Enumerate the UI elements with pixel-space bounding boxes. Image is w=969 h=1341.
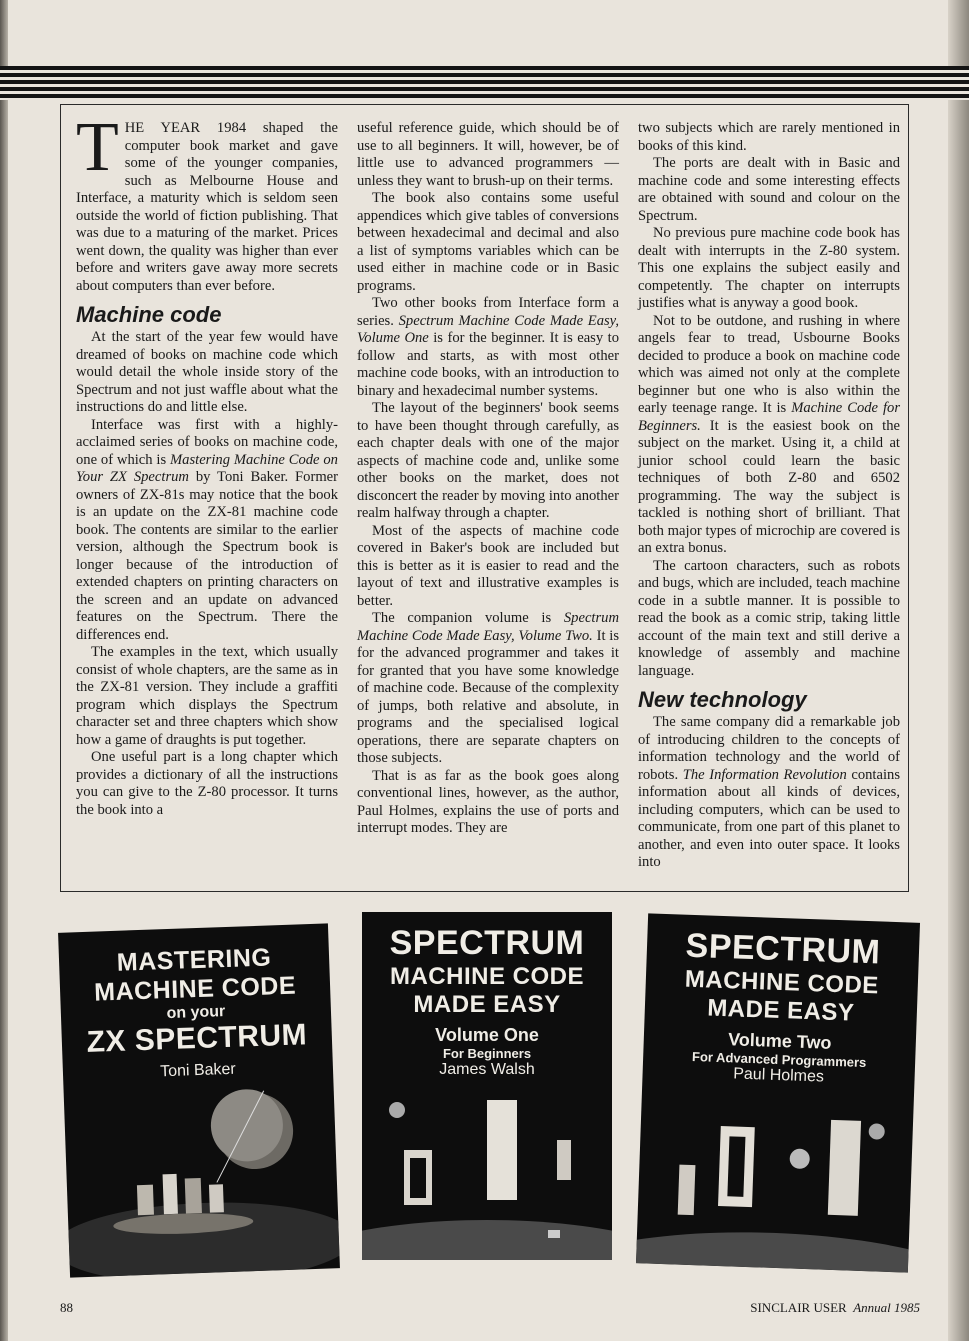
- paragraph: Most of the aspects of machine code covered in Baker's book are included but this is better as it is easier to read and the layout of text and illustrative examples is better.: [357, 522, 619, 609]
- header-rule-stripes: [0, 66, 969, 100]
- cover-volume: Volume One: [435, 1025, 539, 1045]
- paragraph: At the start of the year few would have dreamed of books on machine code which would detail the whole inside story of the Spectrum and not just waffle about what the instructions do and little else.: [76, 329, 338, 415]
- page-number: 88: [60, 1300, 73, 1315]
- magazine-footer: [660, 1300, 920, 1316]
- cover-artwork-planet-sea: [63, 1068, 340, 1277]
- cover-title-line: MADE EASY: [413, 991, 561, 1018]
- cover-artwork-digits: [636, 1093, 914, 1272]
- article-column-3: [638, 120, 900, 872]
- cover-author: Paul Holmes: [732, 1065, 825, 1086]
- book-cover-volume-two: [636, 913, 920, 1272]
- paragraph: two subjects which are rarely mentioned in books of this kind.: [638, 120, 900, 154]
- book-title: Spectrum Machine Code Made Easy, Volume Two.: [357, 610, 619, 644]
- paragraph: Not to be outdone, and rushing in where angels fear to tread, Usbourne Books decided to produce a book on machine code which was aimed not only at the complete beginner but one who is also within the early teenage range. It is Machine Code for Beginners. It is the easiest book on the subject on the market. Using it, a child at junior school could learn the basic techniques of both Z-80 and 6502 programming. The way the subject is tackled is nothing short of brilliant. That both major types of microchip are covered is an extra bonus.: [638, 312, 900, 556]
- intro-paragraph: [76, 109, 338, 295]
- cover-title-line: MADE EASY: [706, 994, 855, 1027]
- paragraph: One useful part is a long chapter which provides a dictionary of all the instructions you can give to the Z-80 processor. It turns the book into a: [76, 749, 338, 818]
- intro-text: HE YEAR 1984 shaped the computer book market and gave some of the younger companies, such as Melbourne House and Interface, a maturity which is seldom seen outside the world of fiction publishing. That was due to a maturing of the market. Prices went down, the quality was higher than ever before and writers gave away more secrets about computers than ever before.: [76, 120, 338, 294]
- book-title: Spectrum Machine Code Made Easy, Volume One: [357, 312, 620, 346]
- paragraph: Interface was first with a highly-acclaimed series of books on machine code, one of which is Mastering Machine Code on Your ZX Spectrum by Toni Baker. Former owners of ZX-81s may notice that the book is an update on the ZX-81 machine code book. The contents are similar to the earlier version, although the Spectrum book is longer because of the introduction of extended chapters on printing characters on the screen and an update on advanced features on the Spectrum. There the differences end.: [76, 416, 339, 643]
- cover-artwork-digits: [362, 1090, 612, 1260]
- cover-title-line: SPECTRUM: [389, 924, 585, 962]
- issue-name: Annual 1985: [853, 1300, 920, 1315]
- article-column-2: [357, 120, 619, 838]
- book-cover-volume-one: [362, 912, 612, 1260]
- paragraph: The examples in the text, which usually consist of whole chapters, are the same as in the ZX-81 version. They include a graffiti program which displays the Spectrum character set and three chapters which show how a game of draughts is put together.: [76, 644, 338, 748]
- book-title: Mastering Machine Code on Your ZX Spectrum: [76, 451, 338, 485]
- cover-volume: Volume Two: [727, 1029, 832, 1053]
- cover-audience: For Beginners: [442, 1046, 532, 1061]
- paragraph: The book also contains some useful appendices which give tables of conversions between hexadecimal and decimal and also a list of symptoms variables which can be used either in machine code or in Basic programs.: [357, 190, 619, 294]
- cover-title-line: MACHINE CODE: [684, 965, 880, 1000]
- article-column-1: [76, 109, 339, 819]
- section-heading-new-technology: New technology: [638, 687, 807, 712]
- paragraph: That is as far as the book goes along conventional lines, however, as the author, Paul Holmes, explains the use of ports and interrupt modes. They are: [357, 767, 619, 836]
- cover-title-line: MASTERING: [116, 943, 272, 977]
- cover-audience: For Advanced Programmers: [691, 1048, 867, 1071]
- cover-title-line: MACHINE CODE: [93, 971, 297, 1007]
- paragraph: No previous pure machine code book has dealt with interrupts in the Z-80 system. This one explains the subject easily and competently. The chapter on interrupts justifies what is anyway a good book.: [638, 225, 900, 311]
- drop-cap: T: [76, 109, 119, 186]
- cover-title-line: ZX SPECTRUM: [86, 1018, 308, 1059]
- paragraph: The ports are dealt with in Basic and machine code and some interesting effects are obtained with sound and colour on the Spectrum.: [638, 155, 900, 224]
- paragraph: The cartoon characters, such as robots and bugs, which are included, teach machine code in a subtle manner. It is possible to read the book as a comic strip, taking little account of the main text and still derive a knowledge of assembly and machine language.: [638, 557, 900, 679]
- book-title: Machine Code for Beginners.: [638, 400, 900, 434]
- cover-author: James Walsh: [439, 1061, 535, 1078]
- paragraph: Two other books from Interface form a series. Spectrum Machine Code Made Easy, Volume One is for the beginner. It is easy to follow and starts, as with most other machine code books, with an introduction to binary and hexadecimal number systems.: [357, 295, 620, 399]
- magazine-name: SINCLAIR USER: [750, 1300, 847, 1315]
- cover-title-line: SPECTRUM: [685, 926, 882, 972]
- book-title: The Information Revolution: [682, 766, 847, 783]
- book-covers-row: [0, 918, 969, 1298]
- paragraph: The companion volume is Spectrum Machine Code Made Easy, Volume Two. It is for the advanced programmer and takes it for granted that you have some knowledge of machine code. Because of the complexity of jumps, both relative and absolute, in programs and the specialised logical operations, there are separate chapters on those subjects.: [357, 610, 619, 766]
- section-heading-machine-code: Machine code: [76, 302, 222, 327]
- paragraph: The layout of the beginners' book seems to have been thought through carefully, as each chapter deals with one of the major aspects of machine code and, unlike some other books on the market, does not disconcert the reader by moving into another realm halfway through a chapter.: [357, 400, 619, 521]
- book-cover-mastering-machine-code: [58, 923, 340, 1277]
- paragraph: The same company did a remarkable job of introducing children to the concepts of information technology and the world of robots. The Information Revolution contains information about all kinds of devices, including computers, which can be used to communicate, from one part of this planet to another, and even into outer space. It looks into: [638, 714, 900, 870]
- paragraph: useful reference guide, which should be of use to all beginners. It will, however, be of little use to advanced programmers — unless they want to brush-up on their terms.: [357, 120, 619, 189]
- cover-title-line: on your: [166, 1003, 226, 1023]
- cover-author: Toni Baker: [159, 1060, 237, 1081]
- cover-title-line: MACHINE CODE: [389, 963, 584, 990]
